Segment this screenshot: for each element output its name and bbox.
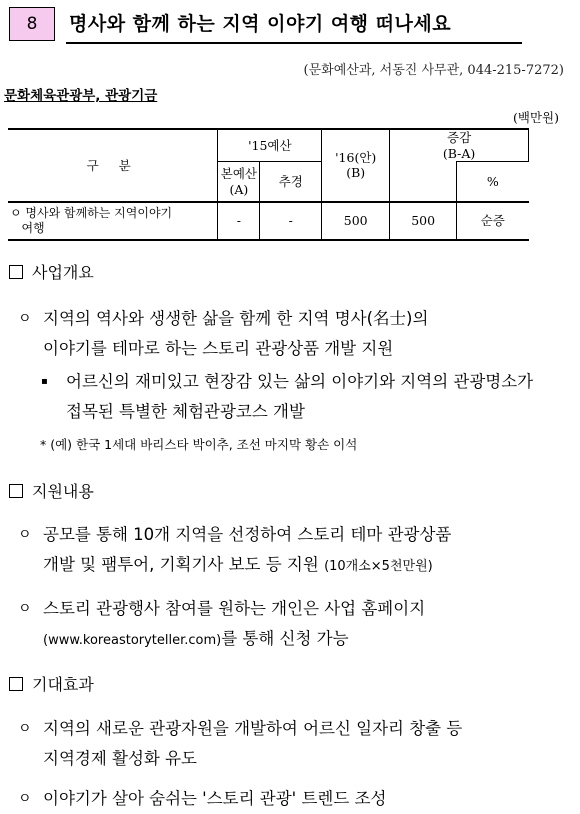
funding-source: 문화체육관광부, 관광기금	[4, 88, 158, 104]
section-heading-overview	[9, 260, 94, 283]
support-b1-line1: 공모를 통해 10개 지역을 선정하여 스토리 테마 관광상품	[43, 525, 452, 544]
square-bullet-icon	[9, 265, 23, 279]
header-percent: %	[457, 162, 529, 202]
section-heading-effects	[9, 672, 94, 695]
page-title: 명사와 함께 하는 지역 이야기 여행 떠나세요	[69, 13, 452, 35]
overview-example-note: * (예) 한국 1세대 바리스타 박이추, 조선 마지막 황손 이석	[40, 437, 358, 452]
section-title-support: 지원내용	[32, 482, 94, 501]
support-b2-line2: 를 통해 신청 가능	[221, 629, 349, 648]
circle-bullet-icon: ㅇ	[18, 791, 32, 807]
header-diff-text: 증감 (B-A)	[442, 130, 476, 161]
section-title-overview: 사업개요	[32, 263, 94, 282]
support-bullet-1	[18, 520, 538, 580]
overview-s1-line2: 관광명소가 접목된 특별한 체험관광코스 개발	[66, 372, 534, 421]
header-main-budget	[218, 162, 260, 202]
department-contact: (문화예산과, 서동진 사무관, 044-215-7272)	[303, 63, 564, 78]
support-b2-url: (www.koreastoryteller.com)	[43, 633, 222, 648]
effects-bullet-1-text	[43, 714, 538, 774]
support-bullet-2	[18, 594, 538, 654]
overview-s1-line1: 어르신의 재미있고 현장감 있는 삶의 이야기와 지역의	[66, 372, 449, 391]
overview-b1-line2: 이야기를 테마로 하는 스토리 관광상품 개발 지원	[43, 339, 394, 358]
row-supplementary: -	[260, 202, 322, 240]
square-bullet-icon	[9, 677, 23, 691]
support-b1-detail: (10개소×5천만원)	[324, 559, 433, 574]
header-supplementary: 추경	[260, 162, 322, 202]
circle-bullet-icon: ㅇ	[18, 601, 32, 617]
section-heading-support	[9, 479, 94, 502]
budget-table	[8, 128, 529, 241]
unit-label: (백만원)	[513, 110, 559, 125]
header-main-budget-text: 본예산 (A)	[220, 165, 257, 197]
header-budget16	[322, 129, 390, 202]
row-budget16: 500	[322, 202, 390, 240]
square-bullet-icon	[9, 484, 23, 498]
effects-bullet-1	[18, 714, 538, 774]
overview-sub-bullet-1	[41, 367, 537, 427]
title-underline	[66, 42, 522, 44]
row-diff: 500	[390, 202, 457, 240]
header-budget16-text: '16(안) (B)	[335, 149, 377, 181]
section-title-effects: 기대효과	[32, 675, 94, 694]
effects-b1-line1: 지역의 새로운 관광자원을 개발하여 어르신 일자리 창출 등	[43, 719, 463, 738]
support-b1-line2: 개발 및 팸투어, 기획기사 보도 등 지원	[43, 555, 319, 574]
header-diff	[390, 129, 529, 162]
effects-bullet-2-text	[43, 784, 538, 814]
table-row	[8, 202, 529, 240]
circle-bullet-icon: ㅇ	[18, 527, 32, 543]
support-b1-line2-wrap	[43, 550, 538, 582]
row-main-budget: -	[218, 202, 260, 240]
header-diff-spacer	[390, 162, 457, 202]
overview-sub-bullet-1-text	[66, 367, 537, 427]
header-budget15: '15예산	[218, 129, 322, 162]
section-number: 8	[26, 14, 38, 34]
overview-b1-line1: 지역의 역사와 생생한 삶을 함께 한 지역 명사(名士)의	[43, 309, 429, 328]
row-name	[8, 202, 218, 240]
effects-bullet-2	[18, 784, 538, 814]
effects-b2-line1: 이야기가 살아 숨쉬는 '스토리 관광' 트렌드 조성	[43, 789, 387, 808]
effects-b1-line2: 지역경제 활성화 유도	[43, 749, 197, 768]
section-number-badge	[9, 7, 55, 41]
header-category: 구 분	[8, 129, 218, 202]
support-b2-line2-wrap	[43, 624, 538, 656]
support-b2-line1: 스토리 관광행사 참여를 원하는 개인은 사업 홈페이지	[43, 599, 426, 618]
overview-bullet-1	[18, 304, 538, 364]
overview-bullet-1-text	[43, 304, 538, 364]
row-percent: 순증	[457, 202, 529, 240]
small-square-bullet-icon: ▪	[41, 376, 48, 387]
circle-bullet-icon: ㅇ	[18, 311, 32, 327]
circle-bullet-icon: ㅇ	[18, 721, 32, 737]
row-name-text: ㅇ 명사와 함께하는 지역이야기 여행	[10, 205, 173, 235]
support-bullet-1-text	[43, 520, 538, 582]
support-bullet-2-text	[43, 594, 538, 656]
